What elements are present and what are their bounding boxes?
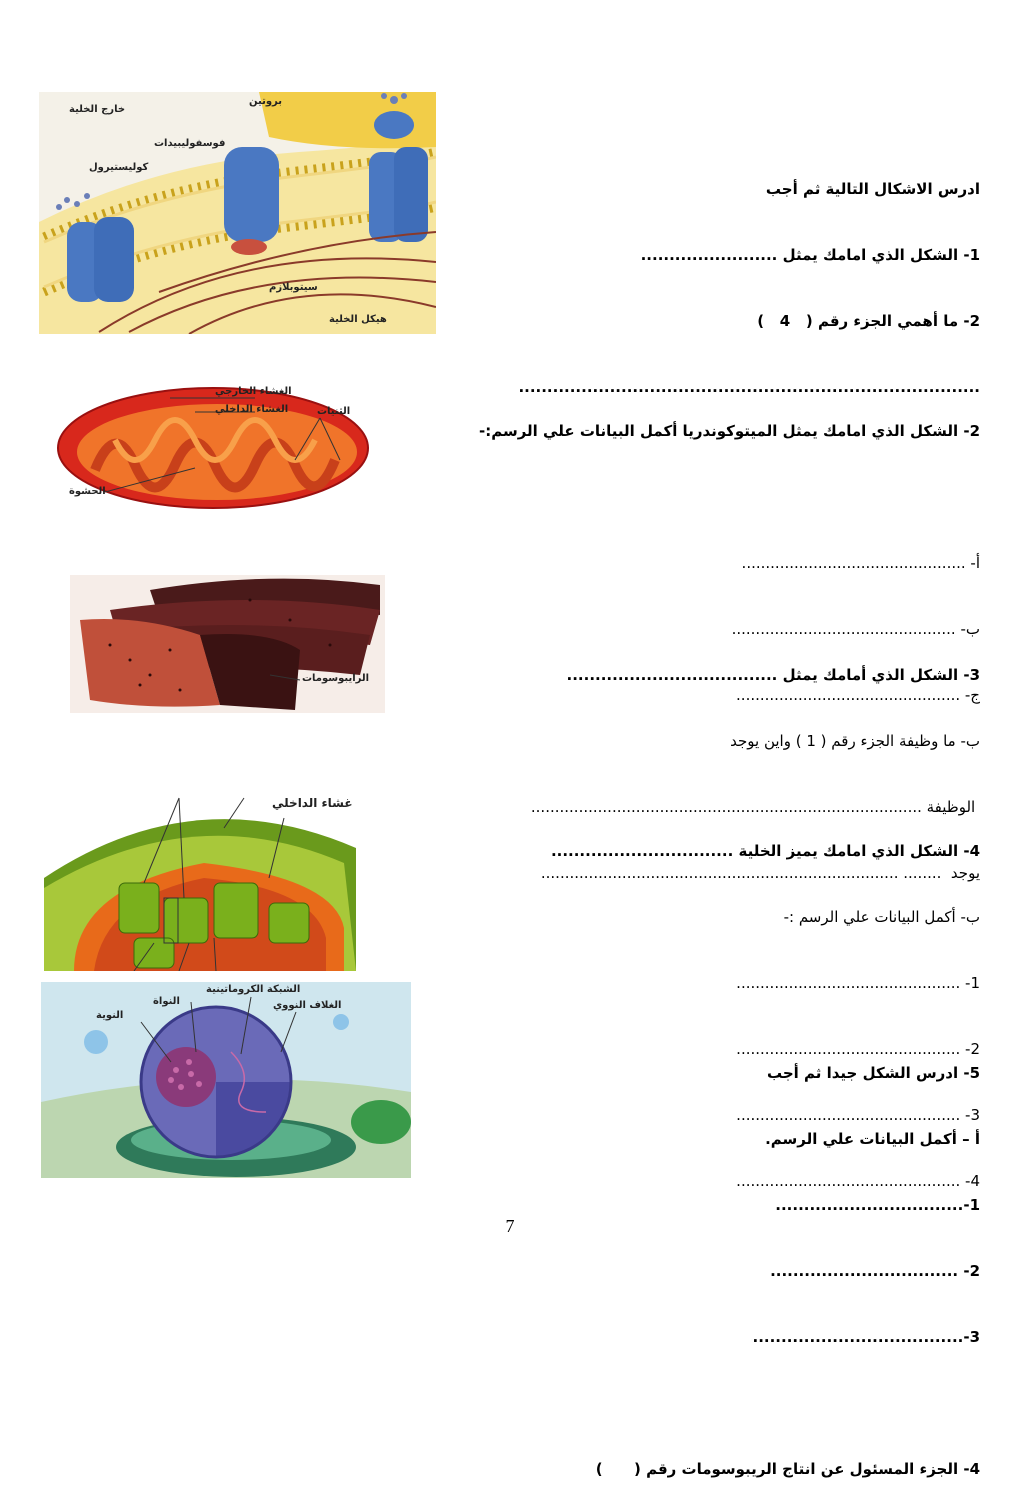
answer-line: 1-................................. — [775, 1196, 980, 1214]
question-line: 4- الشكل الذي امامك يميز الخلية ................................ — [550, 842, 980, 860]
mitochondrion-figure — [55, 380, 370, 515]
answer-line: أ- ............................................... — [741, 554, 980, 572]
figure1-label: كوليستيرول — [89, 162, 149, 173]
question-line: ب- أكمل البيانات علي الرسم :- — [783, 908, 980, 926]
page-number: 7 — [505, 1216, 515, 1236]
figure1-label: هيكل الخلية — [329, 314, 387, 325]
figure5-label: النوية — [96, 1010, 124, 1021]
answer-line: 1- ............................................... — [736, 974, 980, 992]
answer-line: 3-..................................... — [752, 1328, 980, 1346]
question-line: 3- الشكل الذي أمامك يمثل ..................................... — [566, 666, 980, 684]
figure2-label: الثنيات — [317, 406, 351, 417]
answer-line: الوظيفة .................................................................................. — [530, 798, 980, 816]
answer-line: 4- ............................................... — [736, 1172, 980, 1190]
answer-line: 3- ............................................... — [736, 1106, 980, 1124]
question-line: 5- ادرس الشكل جيدا ثم أجب — [766, 1064, 980, 1082]
question-line: أ – أكمل البيانات علي الرسم. — [765, 1130, 980, 1148]
figure2-label: الغشاء الداخلي — [215, 404, 289, 415]
question-line: 1- الشكل الذي امامك يمثل ........................ — [640, 246, 980, 264]
answer-line: 2- ................................. — [770, 1262, 980, 1280]
figure1-label: سيتوبلازم — [269, 282, 318, 293]
figure5-label: النواة — [153, 996, 180, 1007]
rough-er-figure — [70, 575, 385, 713]
answer-line: يوجد ........ ........................................................................... — [540, 864, 980, 882]
answer-line: 2- ............................................... — [736, 1040, 980, 1058]
answer-line: ب- ............................................... — [731, 620, 980, 638]
question-5-text — [596, 1018, 980, 1502]
question-line: 2- الشكل الذي امامك يمثل الميتوكوندريا أكمل البيانات علي الرسم:- — [478, 422, 980, 440]
question-line: 4- الجزء المسئول عن انتاج الريبوسومات رقم ( ) — [595, 1460, 980, 1478]
figure2-label: الغشاء الخارجي — [215, 386, 292, 397]
cell-membrane-figure — [39, 92, 436, 334]
question-line: ادرس الاشكال التالية ثم أجب — [765, 180, 980, 198]
answer-line: ................................................................................. — [518, 378, 980, 396]
figure1-label: خارج الخلية — [69, 104, 126, 115]
chloroplast-figure — [44, 788, 356, 971]
figure4-label: غشاء الداخلي — [272, 796, 353, 810]
figure2-label: الحشوة — [69, 486, 106, 497]
answer-line: ج- ............................................... — [736, 686, 980, 704]
figure1-label: فوسفوليبيدات — [154, 138, 226, 149]
blank-line — [479, 486, 980, 508]
question-line: ب- ما وظيفة الجزء رقم ( 1 ) واين يوجد — [730, 732, 980, 750]
question-line: 2- ما أهمي الجزء رقم ( 4 ) — [757, 312, 980, 330]
figure5-label: الغلاف النووي — [273, 1000, 342, 1011]
figure3-label: الرايبوسومات — [302, 673, 370, 684]
blank-line — [596, 1392, 980, 1414]
nucleus-figure — [41, 982, 411, 1178]
figure1-label: بروتين — [249, 96, 283, 107]
figure5-label: الشبكة الكروماتينية — [206, 984, 301, 995]
